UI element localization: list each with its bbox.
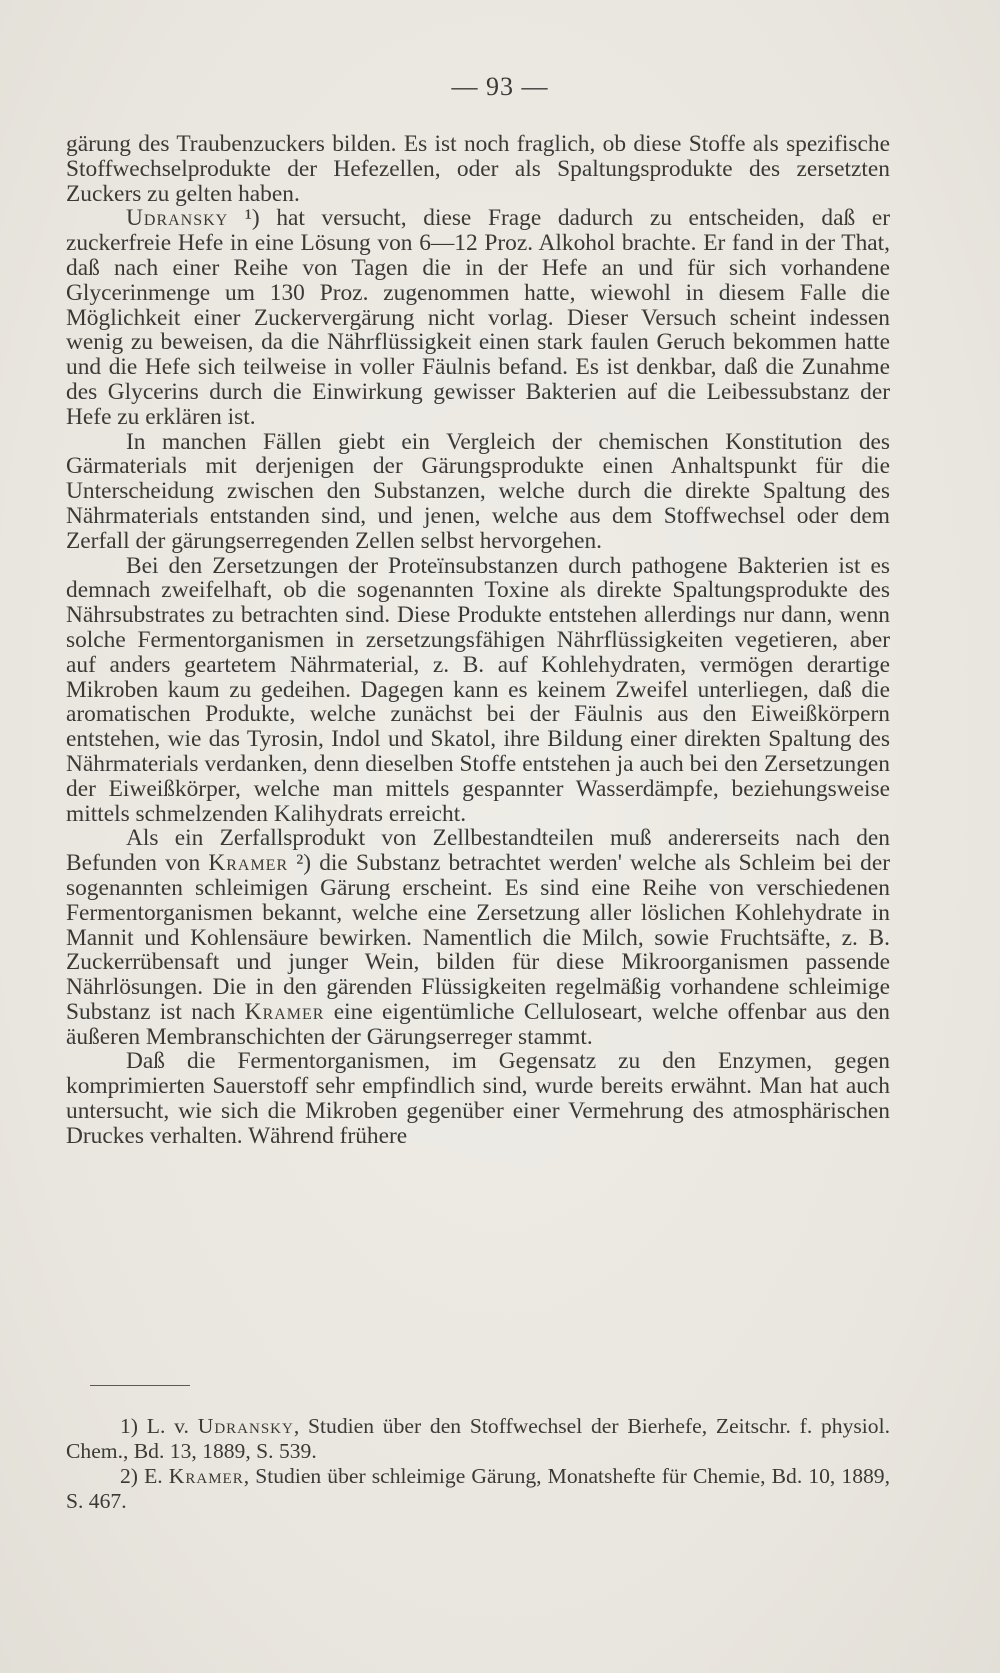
- author-name: Kramer: [244, 998, 325, 1025]
- paragraph: [66, 132, 890, 206]
- footnote-separator: [90, 1385, 190, 1386]
- paragraph: [66, 826, 890, 1049]
- text-run: , Studien über den Stoffwechsel der Bierhefe, Zeitschr. f. physiol. Chem., Bd. 13, 1889, S. 539.: [66, 1414, 890, 1463]
- footnote: [66, 1464, 890, 1514]
- text-run: gärung des Traubenzuckers bilden. Es ist noch fraglich, ob diese Stoffe als spezifische Stoffwechselprodukte der Hefezellen, oder als Spaltungsprodukte des zersetzten Zuckers zu gelten haben.: [66, 131, 890, 207]
- paragraph: [66, 1049, 890, 1148]
- footnotes: [66, 1414, 890, 1514]
- text-run: , Studien über schleimige Gärung, Monatshefte für Chemie, Bd. 10, 1889, S. 467.: [66, 1464, 891, 1513]
- text-run: eine eigentümliche Celluloseart, welche offenbar aus den äußeren Membranschichten der Gärungserreger stammt.: [66, 998, 890, 1050]
- text-run: Als ein Zerfallsprodukt von Zellbestandteilen muß andererseits nach den Befunden von: [66, 825, 890, 877]
- paragraph: [66, 554, 890, 827]
- text-run: 1) L. v.: [120, 1414, 198, 1438]
- page-number: — 93 —: [451, 72, 549, 101]
- paragraph: [66, 430, 890, 554]
- author-name: Kramer: [168, 1464, 244, 1488]
- text-run: In manchen Fällen giebt ein Vergleich der chemischen Konstitution des Gärmaterials mit derjenigen der Gärungsprodukte einen Anhaltspunkt für die Unterscheidung zwischen den Substanzen, welche durch die direkte Spaltung des Nährmaterials entstanden sind, und jenen, welche aus dem Stoffwechsel oder dem Zerfall der gärungserregenden Zellen selbst hervorgehen.: [66, 428, 890, 554]
- author-name: Udransky: [197, 1414, 294, 1438]
- footnote: [66, 1414, 890, 1464]
- text-run: ²) die Substanz betrachtet werden' welche als Schleim bei der sogenannten schleimigen Gärung erscheint. Es sind eine Reihe von verschiedenen Fermentorganismen bekannt, welche eine Zersetzung aller löslichen Kohlehydrate in Mannit und Kohlensäure bewirken. Namentlich die Milch, sowie Fruchtsäfte, z. B. Zuckerrübensaft und junger Wein, bilden für diese Mikroorganismen passende Nährlösungen. Die in den gärenden Flüssigkeiten regelmäßig vorhandene schleimige Substanz ist nach: [66, 850, 891, 1025]
- text-run: 2) E.: [120, 1464, 169, 1488]
- author-name: Kramer: [208, 850, 289, 877]
- body-text: [66, 132, 890, 1149]
- author-name: Udransky: [126, 205, 229, 232]
- text-run: Bei den Zersetzungen der Proteïnsubstanzen durch pathogene Bakterien ist es demnach zweifelhaft, ob die sogenannten Toxine als direkte Spaltungsprodukte des Nährsubstrates zu betrachten sind. Diese Produkte entstehen allerdings nur dann, wenn solche Fermentorganismen in zersetzungsfähigen Nährflüssigkeiten vegetieren, aber auf anders geartetem Nährmaterial, z. B. auf Kohlehydraten, vermögen derartige Mikroben kaum zu gedeihen. Dagegen kann es keinem Zweifel unterliegen, daß die aromatischen Produkte, welche zunächst bei der Fäulnis aus den Eiweißkörpern entstehen, wie das Tyrosin, Indol und Skatol, ihre Bildung einer direkten Spaltung des Nährmaterials verdanken, denn dieselben Stoffe entstehen ja auch bei den Zersetzungen der Eiweißkörper, welche man mittels gespannter Wasserdämpfe, beziehungsweise mittels schmelzenden Kalihydrats erreicht.: [66, 552, 890, 827]
- paragraph: [66, 206, 890, 429]
- text-run: ¹) hat versucht, diese Frage dadurch zu entscheiden, daß er zuckerfreie Hefe in eine Lösung von 6—12 Proz. Alkohol brachte. Er fand in der That, daß nach einer Reihe von Tagen die in der Hefe an und für sich vorhandene Glycerinmenge um 130 Proz. zugenommen hatte, wiewohl in diesem Falle die Möglichkeit einer Zuckervergärung nicht vorlag. Dieser Versuch scheint indessen wenig zu beweisen, da die Nährflüssigkeit einen stark faulen Geruch bekommen hatte und die Hefe sich teilweise in voller Fäulnis befand. Es ist denkbar, daß die Zunahme des Glycerins durch die Einwirkung gewisser Bakterien auf die Leibessubstanz der Hefe zu erklären ist.: [66, 205, 890, 430]
- text-run: Daß die Fermentorganismen, im Gegensatz zu den Enzymen, gegen komprimierten Sauerstoff sehr empfindlich sind, wurde bereits erwähnt. Man hat auch untersucht, wie sich die Mikroben gegenüber einer Vermehrung des atmosphärischen Druckes verhalten. Während frühere: [66, 1048, 890, 1149]
